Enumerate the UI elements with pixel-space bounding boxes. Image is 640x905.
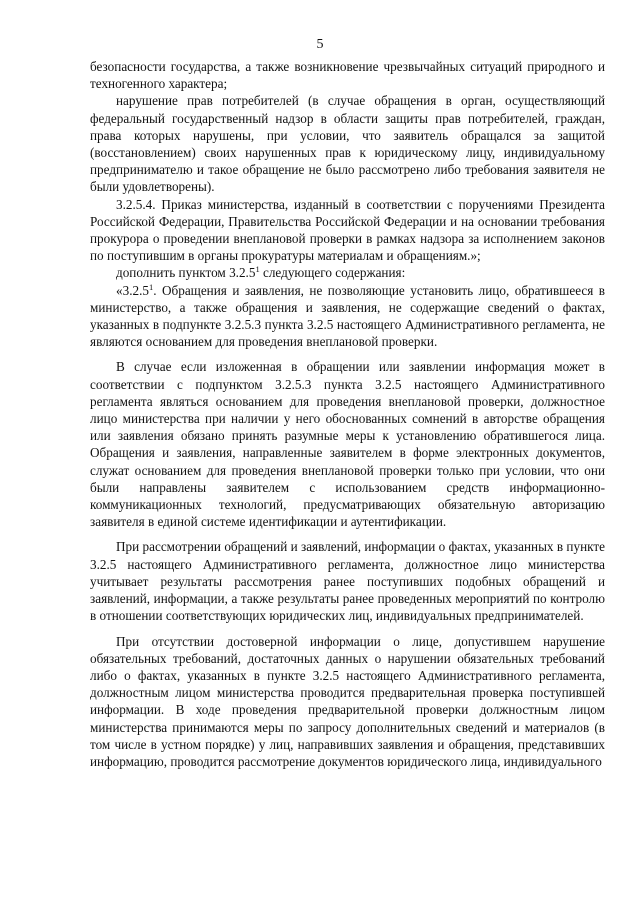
paragraph-5-text-after: . Обращения и заявления, не позволяющие установить лицо, обратившееся в министерство, а также обращения и заявления, не содержащие сведений о фактах, указанных в подпункте 3.2.5.3 пункта 3.2.5 настоящего Административного регламента, не являются основанием для проведения внеплановой проверки. [90,282,605,350]
document-body [90,58,605,770]
paragraph-5 [90,282,605,351]
paragraph-3: 3.2.5.4. Приказ министерства, изданный в соответствии с поручениями Президента Российской Федерации, Правительства Российской Федерации и на основании требования прокурора о проведении внеплановой проверки в рамках надзора за исполнением законов по поступившим в органы прокуратуры материалам и обращениям.»; [90,196,605,264]
paragraph-4-superscript: 1 [255,264,260,275]
paragraph-4-text-after: следующего содержания: [259,265,406,281]
paragraph-1: безопасности государства, а также возникновение чрезвычайных ситуаций природного и техногенного характера; [90,59,605,92]
paragraph-4-text-before: дополнить пунктом 3.2.5 [116,265,256,281]
paragraph-4 [90,264,605,281]
paragraph-6: В случае если изложенная в обращении или заявлении информация может в соответствии с подпунктом 3.2.5.3 пункта 3.2.5 настоящего Административного регламента являться основанием для проведения внеплановой проверки, должностное лицо министерства при наличии у него обоснованных сомнений в авторстве обращения или заявления обязано принять разумные меры к установлению обратившегося лица. Обращения и заявления, направленные заявителем в форме электронных документов, служат основанием для проведения внеплановой проверки только при условии, что они были направлены заявителем с использованием средств информационно-коммуникационных технологий, предусматривающих обязательную авторизацию заявителя в единой системе идентификации и аутентификации. [90,359,605,530]
paragraph-5-text-before: «3.2.5 [116,282,149,298]
paragraph-2: нарушение прав потребителей (в случае обращения в орган, осуществляющий федеральный государственный надзор в области защиты прав потребителей, граждан, права которых нарушены, при условии, что заявитель обращался за защитой (восстановлением) своих нарушенных прав к юридическому лицу, индивидуальному предпринимателю и такое обращение не было рассмотрено либо требования заявителя не были удовлетворены). [90,93,605,195]
paragraph-8: При отсутствии достоверной информации о лице, допустившем нарушение обязательных требований, достаточных данных о нарушении обязательных требований либо о фактах, указанных в пункте 3.2.5 настоящего Административного регламента, должностным лицом министерства проводится предварительная проверка поступившей информации. В ходе проведения предварительной проверки должностным лицом министерства принимаются меры по запросу дополнительных сведений и материалов (в том числе в устном порядке) у лиц, направивших заявления и обращения, представивших информацию, проводится рассмотрение документов юридического лица, индивидуального [90,633,605,769]
paragraph-7: При рассмотрении обращений и заявлений, информации о фактах, указанных в пункте 3.2.5 настоящего Административного регламента, должностное лицо министерства учитывает результаты рассмотрения ранее поступивших подобных обращений и заявлений, информации, а также результаты ранее проведенных мероприятий по контролю в отношении соответствующих юридических лиц, индивидуальных предпринимателей. [90,539,605,624]
paragraph-5-superscript: 1 [148,281,154,292]
page-number: 5 [316,37,324,52]
